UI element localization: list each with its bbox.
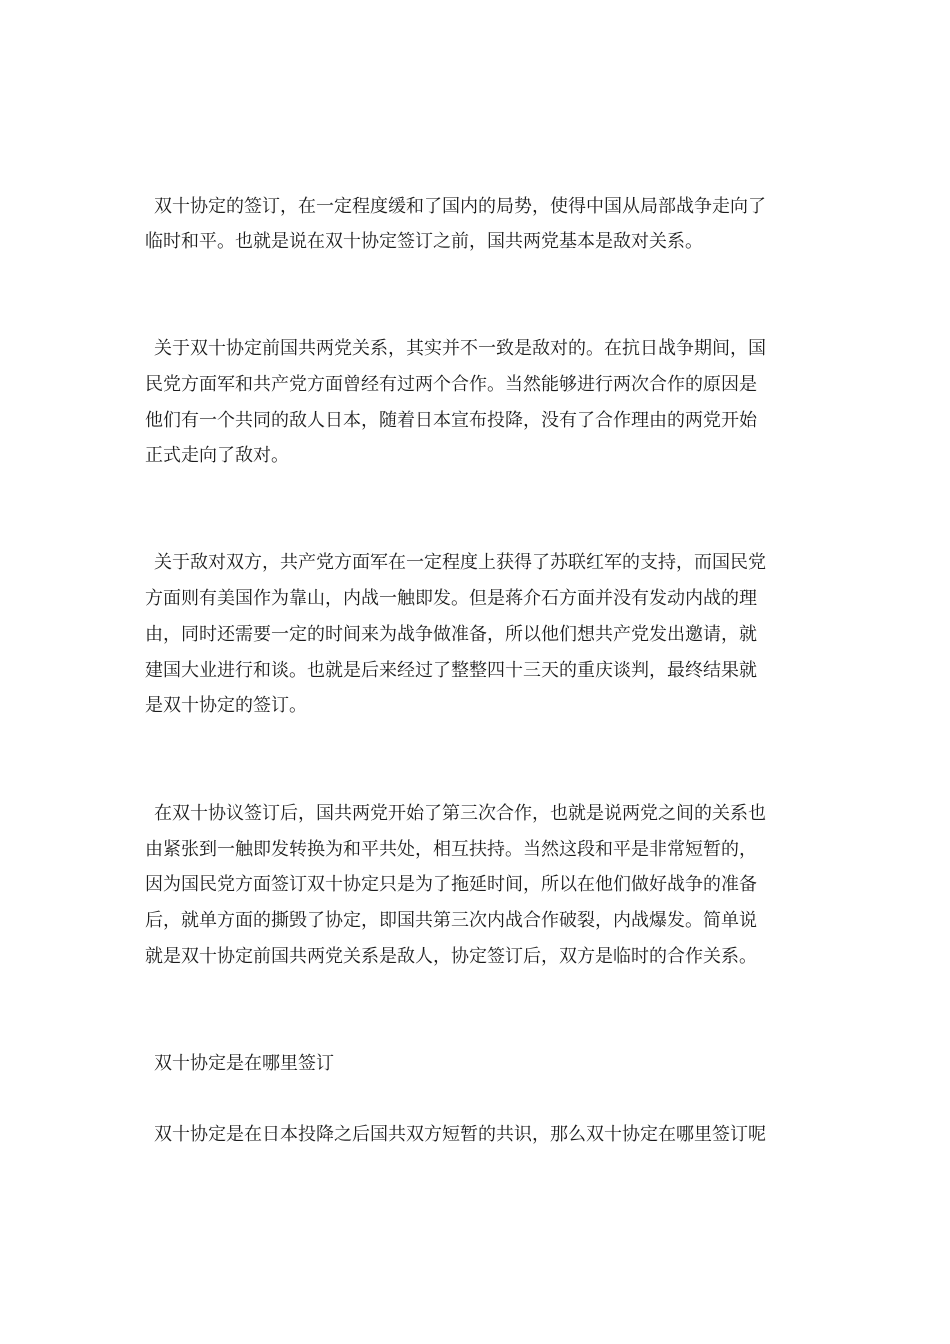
text-line: 后，就单方面的撕毁了协定，即国共第三次内战合作破裂，内战爆发。简单说 [145, 910, 757, 931]
text-line: 关于敌对双方，共产党方面军在一定程度上获得了苏联红军的支持，而国民党 [154, 552, 766, 573]
text-line: 因为国民党方面签订双十协定只是为了拖延时间，所以在他们做好战争的准备 [145, 874, 757, 895]
text-line: 关于双十协定前国共两党关系，其实并不一致是敌对的。在抗日战争期间，国 [154, 338, 766, 359]
text-line: 方面则有美国作为靠山，内战一触即发。但是蒋介石方面并没有发动内战的理 [145, 588, 757, 609]
text-line: 双十协定的签订，在一定程度缓和了国内的局势，使得中国从局部战争走向了 [154, 196, 766, 217]
text-line: 就是双十协定前国共两党关系是敌人，协定签订后，双方是临时的合作关系。 [145, 946, 757, 967]
text-line: 临时和平。也就是说在双十协定签订之前，国共两党基本是敌对关系。 [145, 231, 703, 252]
text-line: 正式走向了敌对。 [145, 445, 289, 466]
text-line: 建国大业进行和谈。也就是后来经过了整整四十三天的重庆谈判，最终结果就 [145, 660, 757, 681]
text-line: 民党方面军和共产党方面曾经有过两个合作。当然能够进行两次合作的原因是 [145, 374, 757, 395]
text-line: 由，同时还需要一定的时间来为战争做准备，所以他们想共产党发出邀请，就 [145, 624, 757, 645]
text-line: 由紧张到一触即发转换为和平共处，相互扶持。当然这段和平是非常短暂的， [145, 839, 757, 860]
text-line: 是双十协定的签订。 [145, 695, 307, 716]
text-line: 双十协定是在哪里签订 [154, 1053, 334, 1074]
text-line: 双十协定是在日本投降之后国共双方短暂的共识，那么双十协定在哪里签订呢 [154, 1124, 766, 1145]
text-line: 他们有一个共同的敌人日本，随着日本宣布投降，没有了合作理由的两党开始 [145, 410, 757, 431]
text-line: 在双十协议签订后，国共两党开始了第三次合作，也就是说两党之间的关系也 [154, 803, 766, 824]
